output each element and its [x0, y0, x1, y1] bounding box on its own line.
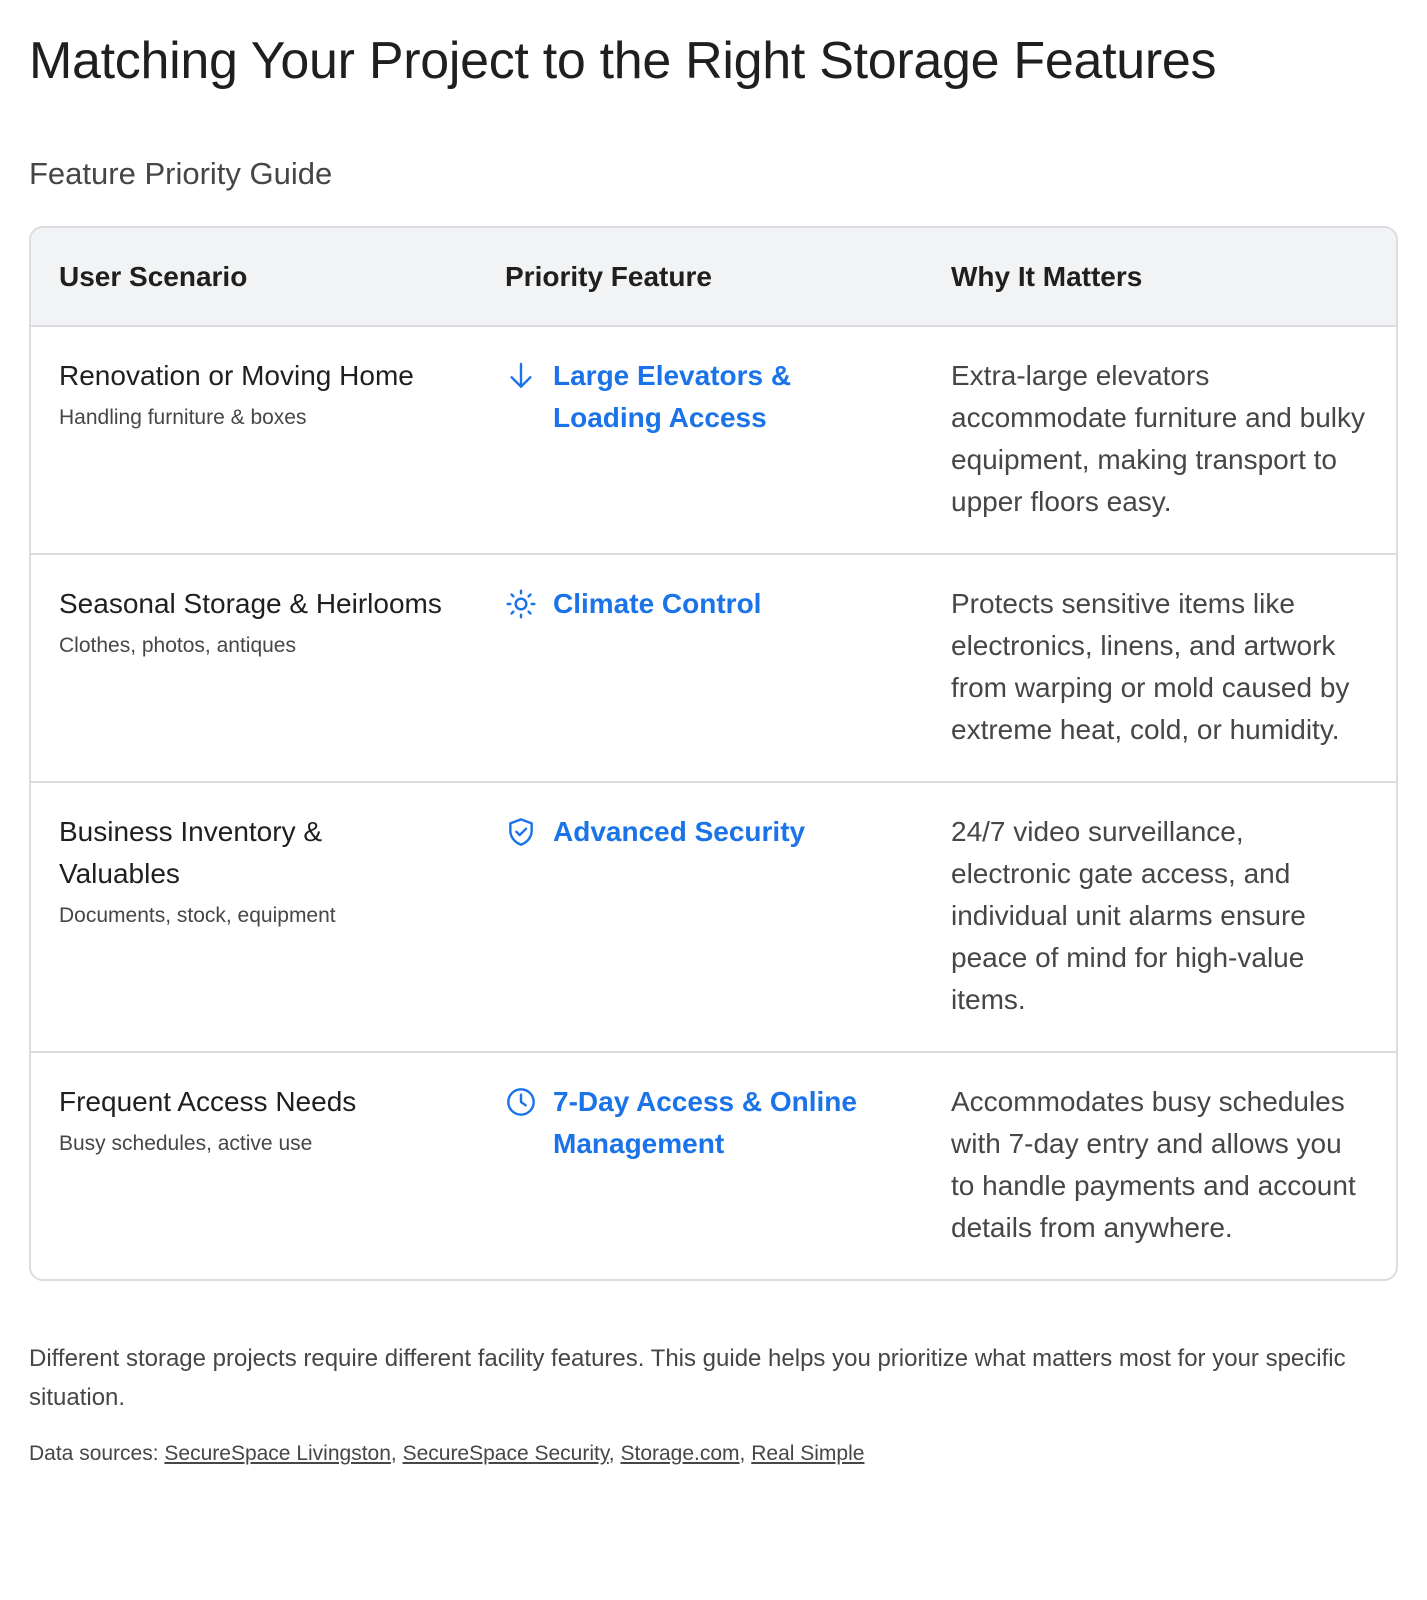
why-cell	[923, 554, 1396, 782]
sun-icon	[505, 583, 541, 625]
why-text: Accommodates busy schedules with 7-day entry and allows you to handle payments and account details from anywhere.	[951, 1086, 1356, 1243]
why-text: Extra-large elevators accommodate furniture and bulky equipment, making transport to upper floors easy.	[951, 360, 1365, 517]
header-why-it-matters: Why It Matters	[923, 228, 1396, 326]
scenario-cell	[31, 326, 477, 554]
feature-label: Large Elevators & Loading Access	[553, 360, 792, 433]
why-text: 24/7 video surveillance, electronic gate access, and individual unit alarms ensure peace of mind for high-value items.	[951, 816, 1306, 1015]
scenario-cell	[31, 782, 477, 1052]
scenario-title: Seasonal Storage & Heirlooms	[59, 588, 442, 619]
feature-priority-table	[29, 226, 1398, 1281]
clock-icon	[505, 1081, 541, 1123]
footer-description: Different storage projects require different facility features. This guide helps you prioritize what matters most for your specific situation.	[29, 1345, 1346, 1411]
scenario-subtitle: Clothes, photos, antiques	[59, 634, 296, 657]
scenario-subtitle: Busy schedules, active use	[59, 1132, 313, 1155]
priority-table	[31, 228, 1396, 1279]
scenario-cell	[31, 1052, 477, 1279]
header-user-scenario: User Scenario	[31, 228, 477, 326]
feature-cell	[477, 1052, 923, 1279]
scenario-title: Business Inventory & Valuables	[59, 816, 323, 889]
feature-label: Advanced Security	[553, 816, 806, 847]
page-title: Matching Your Project to the Right Storage Features	[29, 32, 1217, 90]
feature-cell	[477, 782, 923, 1052]
source-link-real-simple[interactable]: Real Simple	[751, 1442, 865, 1465]
why-text: Protects sensitive items like electronics, linens, and artwork from warping or mold caused by extreme heat, cold, or humidity.	[951, 588, 1350, 745]
data-sources	[29, 1439, 1398, 1469]
source-separator: ,	[390, 1442, 397, 1465]
source-link-storage-com[interactable]: Storage.com	[620, 1442, 740, 1465]
source-link-securespace-livingston[interactable]: SecureSpace Livingston	[164, 1442, 391, 1465]
feature-label: 7-Day Access & Online Management	[553, 1086, 857, 1159]
why-cell	[923, 1052, 1396, 1279]
scenario-subtitle: Handling furniture & boxes	[59, 406, 307, 429]
why-cell	[923, 782, 1396, 1052]
source-separator: ,	[739, 1442, 746, 1465]
source-separator: ,	[608, 1442, 615, 1465]
why-cell	[923, 326, 1396, 554]
sources-label: Data sources:	[29, 1442, 159, 1465]
table-row	[31, 1052, 1396, 1279]
scenario-title: Renovation or Moving Home	[59, 360, 414, 391]
table-row	[31, 782, 1396, 1052]
scenario-subtitle: Documents, stock, equipment	[59, 904, 336, 927]
scenario-cell	[31, 554, 477, 782]
feature-label: Climate Control	[553, 588, 762, 619]
table-header-row	[31, 228, 1396, 326]
feature-cell	[477, 554, 923, 782]
table-row	[31, 554, 1396, 782]
feature-cell	[477, 326, 923, 554]
section-title: Feature Priority Guide	[29, 156, 333, 191]
source-link-securespace-security[interactable]: SecureSpace Security	[402, 1442, 609, 1465]
header-priority-feature: Priority Feature	[477, 228, 923, 326]
table-row	[31, 326, 1396, 554]
scenario-title: Frequent Access Needs	[59, 1086, 357, 1117]
shield-check-icon	[505, 811, 541, 853]
arrow-down-icon	[505, 355, 541, 397]
